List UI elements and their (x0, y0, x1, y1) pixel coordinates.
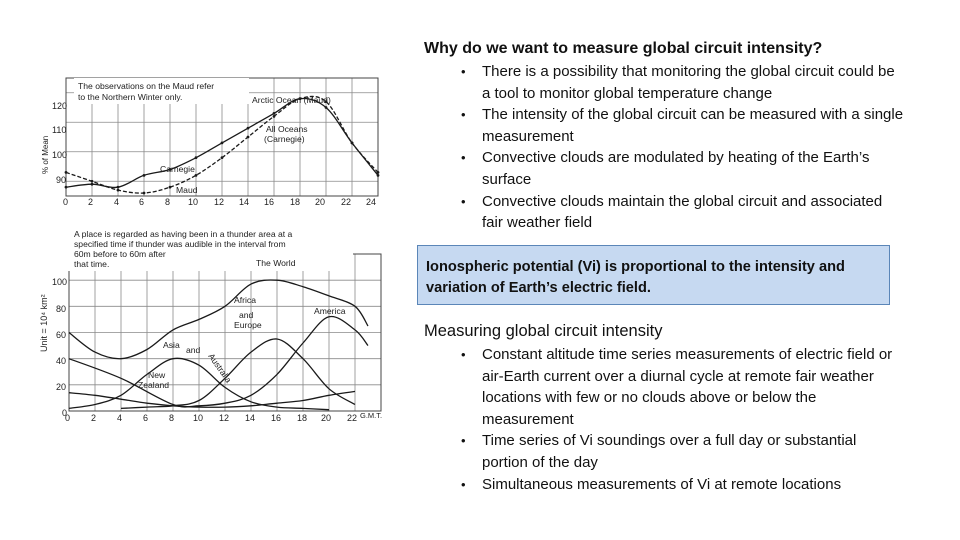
data-point (247, 127, 250, 130)
bottom-y-tick: 60 (56, 330, 67, 340)
top-note-line1: The observations on the Maud refer (78, 81, 215, 91)
top-y-tick-110: 110 (52, 125, 67, 135)
bottom-note-line1: A place is regarded as having been in a thunder area at a (74, 229, 293, 239)
bottom-x-tick: 20 (321, 413, 332, 423)
data-point (325, 106, 328, 109)
top-y-tick-120: 120 (52, 101, 68, 111)
bullet-item (456, 430, 896, 473)
top-x-tick: 6 (139, 197, 145, 207)
bullet-item (456, 344, 896, 430)
data-point (195, 174, 198, 177)
figure-bottom-thunder-areas (38, 224, 383, 424)
bottom-y-ticks (52, 277, 67, 418)
bottom-note-line2: specified time if thunder was audible in the interval from (74, 239, 286, 249)
data-point (273, 112, 276, 115)
callout-text: Ionospheric potential (Vi) is proportional to the intensity and variation of Earth’s electric field. (426, 259, 845, 296)
bottom-x-unit: G.M.T. (360, 411, 383, 420)
data-point (117, 186, 120, 189)
bottom-x-tick: 12 (219, 413, 230, 423)
bottom-label-australia: Australia (206, 351, 234, 385)
top-x-ticks (63, 197, 376, 207)
bottom-x-ticks (65, 411, 382, 423)
top-label-all-oceans-1: All Oceans (266, 124, 308, 134)
chart-bottom-svg (38, 224, 383, 424)
bottom-label-asia-and: and (186, 345, 201, 355)
bullet-glyph: • (461, 433, 466, 449)
bullet-glyph: • (461, 193, 466, 209)
bullet-text: Time series of Vi soundings over a full day or substantial portion of the day (482, 432, 857, 471)
bottom-series (69, 280, 368, 410)
data-point (65, 171, 68, 174)
data-point (143, 192, 146, 195)
bullet-text: The intensity of the global circuit can be measured with a single measurement (482, 106, 904, 145)
chart-top-svg (38, 72, 383, 214)
bullet-item (456, 61, 906, 104)
section-subtitle: Measuring global circuit intensity (424, 322, 663, 340)
bottom-x-tick: 2 (91, 413, 97, 423)
bullet-glyph: • (461, 64, 466, 79)
bottom-y-tick: 20 (56, 382, 67, 392)
bottom-x-tick: 0 (65, 413, 71, 423)
bullet-glyph: • (461, 150, 466, 166)
bullets-top (456, 61, 906, 234)
top-label-maud: Maud (176, 185, 198, 195)
bullet-item (456, 104, 906, 147)
bottom-x-tick: 4 (117, 413, 123, 423)
data-point (91, 180, 94, 183)
top-x-tick: 14 (239, 197, 250, 207)
data-point (91, 183, 94, 186)
bullet-item (456, 147, 906, 190)
top-x-tick: 22 (341, 197, 352, 207)
top-x-tick: 18 (290, 197, 301, 207)
bottom-label-africa: Africa (234, 295, 256, 305)
bottom-y-axis-label: Unit = 10⁴ km² (39, 294, 49, 352)
data-point (221, 142, 224, 145)
data-point (377, 171, 380, 174)
top-x-tick: 10 (188, 197, 199, 207)
bottom-x-tick: 18 (297, 413, 308, 423)
data-point (143, 174, 146, 177)
bottom-x-tick: 22 (347, 413, 358, 423)
top-note-line2: to the Northern Winter only. (78, 92, 183, 102)
bottom-label-america: America (314, 306, 346, 316)
bottom-label-zealand: Zealand (138, 380, 170, 390)
bottom-x-tick: 6 (143, 413, 149, 423)
top-x-tick: 4 (114, 197, 120, 207)
bottom-label-europe: Europe (234, 320, 262, 330)
bullet-glyph: • (461, 476, 466, 492)
bottom-x-tick: 14 (245, 413, 256, 423)
top-x-tick: 24 (366, 197, 377, 207)
bullet-text: Simultaneous measurements of Vi at remote locations (482, 475, 842, 493)
data-point (117, 189, 120, 192)
bullet-glyph: • (461, 107, 466, 123)
bottom-y-tick: 40 (56, 356, 67, 366)
bottom-label-asia: Asia (163, 340, 180, 350)
bottom-y-tick: 0 (62, 408, 68, 418)
bullet-item (456, 191, 906, 234)
data-point (273, 115, 276, 118)
callout-box (417, 245, 890, 305)
figure-top-potential-gradient (38, 72, 383, 214)
bottom-label-and: and (239, 310, 254, 320)
data-point (351, 142, 354, 145)
bottom-x-tick: 16 (271, 413, 282, 423)
top-x-tick: 16 (264, 197, 275, 207)
top-y-tick-100: 100 (52, 150, 68, 160)
top-y-axis-label: % of Mean (41, 135, 50, 174)
bottom-y-tick: 100 (52, 277, 68, 287)
bullet-glyph: • (461, 347, 466, 362)
bottom-x-tick: 10 (193, 413, 204, 423)
data-point (377, 174, 380, 177)
top-x-tick: 12 (214, 197, 225, 207)
data-point (65, 186, 68, 189)
top-label-arctic: Arctic Ocean (Maud) (252, 95, 331, 105)
top-label-all-oceans-2: (Carnegie) (264, 134, 305, 144)
data-point (247, 136, 250, 139)
top-x-tick: 20 (315, 197, 326, 207)
data-point (169, 186, 172, 189)
data-point (195, 156, 198, 159)
bullet-text: Convective clouds maintain the global circuit and associated fair weather field (482, 192, 883, 232)
bullet-text: Convective clouds are modulated by heating of the Earth’s surface (482, 149, 870, 188)
bullet-item (456, 474, 896, 496)
top-x-tick: 8 (165, 197, 171, 207)
bottom-note-line3: 60m before to 60m after (74, 249, 166, 259)
bullets-bottom (456, 344, 896, 495)
data-point (221, 156, 224, 159)
bottom-x-tick: 8 (169, 413, 175, 423)
bottom-y-tick: 80 (56, 304, 67, 314)
bottom-label-new: New (148, 370, 166, 380)
top-label-carnegie: Carnegie (160, 164, 195, 174)
bottom-note-line4: that time. (74, 259, 110, 269)
bullet-text: Constant altitude time series measurements of electric field or air-Earth current over a diurnal cycle at remote fair weather locations with few or no clouds above or below the measurement (482, 346, 893, 428)
top-y-tick-90: 90 (56, 175, 67, 185)
bottom-label-world: The World (256, 258, 296, 268)
slide-title: Why do we want to measure global circuit intensity? (424, 40, 823, 57)
top-x-tick: 2 (88, 197, 94, 207)
bullet-text: There is a possibility that monitoring the global circuit could be a tool to monitor global temperature change (482, 63, 895, 102)
top-x-tick: 0 (63, 197, 69, 207)
